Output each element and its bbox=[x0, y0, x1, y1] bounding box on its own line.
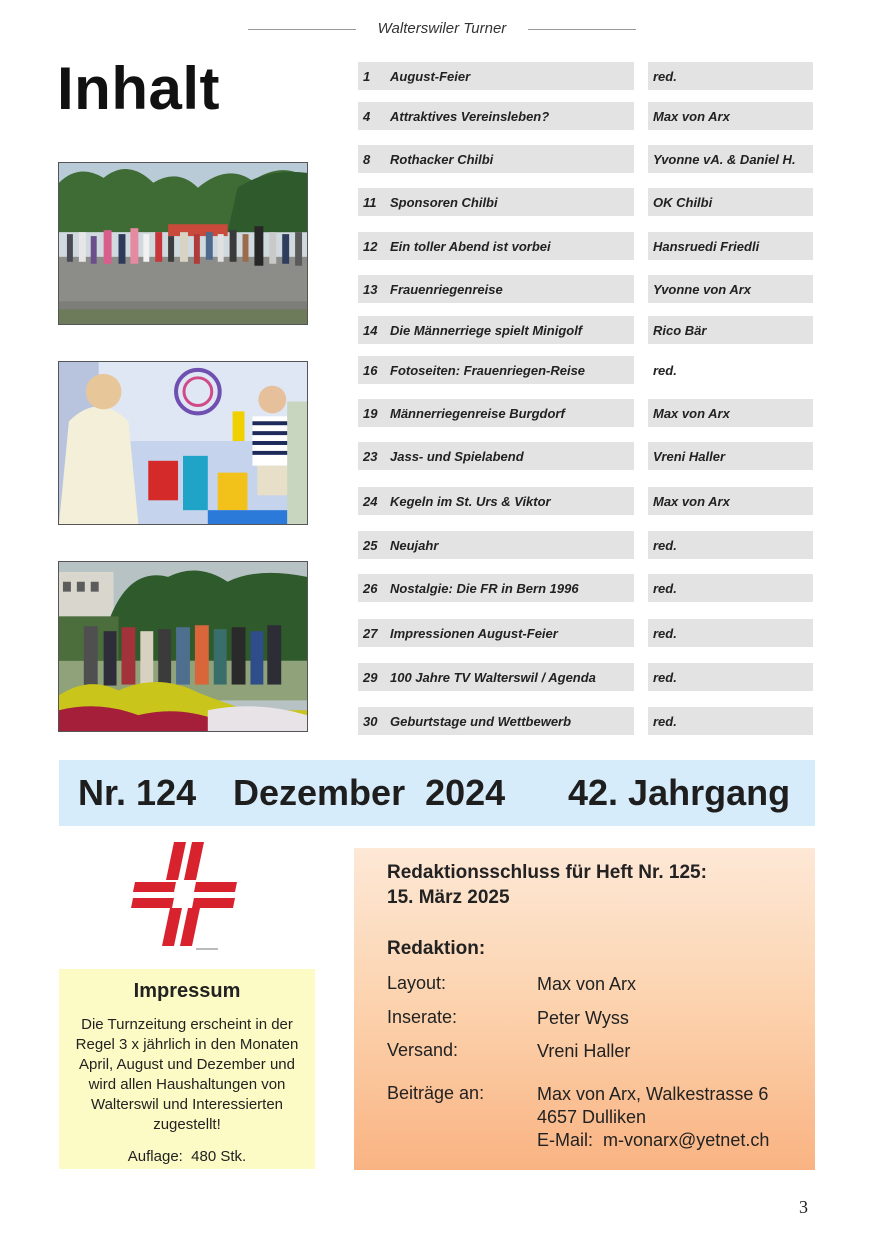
toc-title-cell bbox=[358, 62, 634, 90]
redaktionsschluss bbox=[387, 860, 707, 910]
toc-author: Max von Arx bbox=[648, 487, 813, 515]
redaktion-box bbox=[354, 848, 815, 1170]
toc-title: Ein toller Abend ist vorbei bbox=[390, 238, 551, 254]
toc-title: Fotoseiten: Frauenriegen-Reise bbox=[390, 362, 586, 378]
toc-author: Yvonne von Arx bbox=[648, 275, 813, 303]
photo-august-feier-crowd bbox=[58, 162, 308, 325]
redaktionsschluss-line1: Redaktionsschluss für Heft Nr. 125: bbox=[387, 862, 707, 883]
toc-row bbox=[358, 707, 818, 735]
toc-row bbox=[358, 574, 818, 602]
toc-title: Impressionen August-Feier bbox=[390, 625, 558, 641]
issue-date: Dezember 2024 bbox=[233, 772, 506, 813]
toc-title-cell bbox=[358, 356, 634, 384]
toc-author: Vreni Haller bbox=[648, 442, 813, 470]
toc-row bbox=[358, 102, 818, 130]
toc-title: Jass- und Spielabend bbox=[390, 448, 524, 464]
toc-author: red. bbox=[648, 531, 813, 559]
toc-title: Kegeln im St. Urs & Viktor bbox=[390, 493, 551, 509]
toc-row bbox=[358, 232, 818, 260]
toc-title: August-Feier bbox=[390, 68, 471, 84]
toc-author: Max von Arx bbox=[648, 399, 813, 427]
toc-row bbox=[358, 663, 818, 691]
beitraege-city: 4657 Dulliken bbox=[537, 1107, 647, 1127]
toc-author: Max von Arx bbox=[648, 102, 813, 130]
redaktionsschluss-date: 15. März 2025 bbox=[387, 887, 510, 908]
toc-title-cell bbox=[358, 275, 634, 303]
toc-title: Geburtstage und Wettbewerb bbox=[390, 713, 572, 729]
toc-page-number: 24 bbox=[363, 493, 378, 509]
toc-author: red. bbox=[648, 663, 813, 691]
toc-page-number: 13 bbox=[363, 281, 378, 297]
beitraege-address bbox=[537, 1083, 769, 1152]
toc-author: red. bbox=[653, 362, 677, 378]
impressum-box bbox=[59, 969, 315, 1169]
toc-row bbox=[358, 188, 818, 216]
toc-row bbox=[358, 356, 818, 384]
beitraege-email: E-Mail: m-vonarx@yetnet.ch bbox=[537, 1130, 770, 1150]
toc-title: Rothacker Chilbi bbox=[390, 151, 494, 167]
issue-number: Nr. 124 bbox=[78, 772, 197, 813]
toc-row bbox=[358, 275, 818, 303]
toc-title-cell bbox=[358, 487, 634, 515]
versand-label: Versand: bbox=[387, 1040, 459, 1060]
toc-title: Neujahr bbox=[390, 537, 439, 553]
issue-volume: 42. Jahrgang bbox=[568, 772, 791, 813]
toc-author: OK Chilbi bbox=[648, 188, 813, 216]
impressum-title: Impressum bbox=[133, 980, 241, 1002]
toc-title-cell bbox=[358, 574, 634, 602]
toc-page-number: 4 bbox=[363, 108, 371, 124]
toc-title: Sponsoren Chilbi bbox=[390, 194, 498, 210]
impressum-auflage: Auflage: 480 Stk. bbox=[127, 1148, 247, 1165]
versand-value: Vreni Haller bbox=[537, 1041, 631, 1061]
toc-row bbox=[358, 531, 818, 559]
header-title: Walterswiler Turner bbox=[377, 20, 507, 37]
toc-title: Nostalgie: Die FR in Bern 1996 bbox=[390, 580, 579, 596]
toc-title-cell bbox=[358, 316, 634, 344]
toc-page-number: 16 bbox=[363, 362, 378, 378]
toc-page-number: 26 bbox=[363, 580, 378, 596]
toc-row bbox=[358, 316, 818, 344]
toc-author: red. bbox=[648, 707, 813, 735]
impressum-text: Die Turnzeitung erscheint in der Regel 3 x jährlich in den Monaten April, August und Dezember und wird allen Haushaltungen von Walterswil und Interessierten zugestellt! bbox=[75, 1016, 299, 1133]
toc-title: Attraktives Vereinsleben? bbox=[390, 108, 550, 124]
toc-title: 100 Jahre TV Walterswil / Agenda bbox=[390, 669, 596, 685]
toc-title-cell bbox=[358, 188, 634, 216]
toc-page-number: 8 bbox=[363, 151, 371, 167]
toc-page-number: 25 bbox=[363, 537, 378, 553]
toc-row bbox=[358, 442, 818, 470]
toc-page-number: 12 bbox=[363, 238, 378, 254]
page-number: 3 bbox=[799, 1197, 808, 1217]
page-title: Inhalt bbox=[57, 55, 220, 122]
toc-author: red. bbox=[648, 619, 813, 647]
inserate-value: Peter Wyss bbox=[537, 1008, 629, 1028]
toc-page-number: 1 bbox=[363, 68, 371, 84]
beitraege-label: Beiträge an: bbox=[387, 1083, 485, 1103]
toc-title-cell bbox=[358, 531, 634, 559]
toc-title-cell bbox=[358, 232, 634, 260]
beitraege-name-street: Max von Arx, Walkestrasse 6 bbox=[537, 1084, 769, 1104]
toc-author: red. bbox=[648, 62, 813, 90]
toc-page-number: 19 bbox=[363, 405, 378, 421]
toc-page-number: 29 bbox=[363, 669, 378, 685]
header-rule-left bbox=[248, 29, 356, 30]
photo-maennerriege-group bbox=[58, 561, 308, 732]
header-rule-right bbox=[528, 29, 636, 30]
toc-title-cell bbox=[358, 619, 634, 647]
toc-title-cell bbox=[358, 663, 634, 691]
toc-title-cell bbox=[358, 442, 634, 470]
toc-page-number: 11 bbox=[363, 194, 377, 210]
toc-title: Die Männerriege spielt Minigolf bbox=[390, 322, 583, 338]
toc-title-cell bbox=[358, 102, 634, 130]
toc-page-number: 14 bbox=[363, 322, 378, 338]
layout-value: Max von Arx bbox=[537, 974, 637, 994]
toc-row bbox=[358, 487, 818, 515]
running-header bbox=[0, 18, 875, 40]
toc-title: Männerriegenreise Burgdorf bbox=[390, 405, 565, 421]
photo-chilbi-children bbox=[58, 361, 308, 525]
toc-title-cell bbox=[358, 145, 634, 173]
toc-author: red. bbox=[648, 574, 813, 602]
redaktion-heading: Redaktion: bbox=[387, 938, 486, 959]
toc-title-cell bbox=[358, 399, 634, 427]
toc-title-cell bbox=[358, 707, 634, 735]
toc-author: Yvonne vA. & Daniel H. bbox=[648, 145, 813, 173]
toc-page-number: 30 bbox=[363, 713, 378, 729]
toc-row bbox=[358, 619, 818, 647]
toc-title: Frauenriegenreise bbox=[390, 281, 503, 297]
layout-label: Layout: bbox=[387, 973, 447, 993]
toc-row bbox=[358, 399, 818, 427]
inserate-label: Inserate: bbox=[387, 1007, 458, 1027]
club-logo bbox=[130, 840, 240, 955]
issue-banner bbox=[59, 760, 815, 826]
toc-author: Rico Bär bbox=[648, 316, 813, 344]
toc-row bbox=[358, 145, 818, 173]
toc-author: Hansruedi Friedli bbox=[648, 232, 813, 260]
toc-row bbox=[358, 62, 818, 90]
toc-page-number: 23 bbox=[363, 448, 378, 464]
toc-page-number: 27 bbox=[363, 625, 378, 641]
